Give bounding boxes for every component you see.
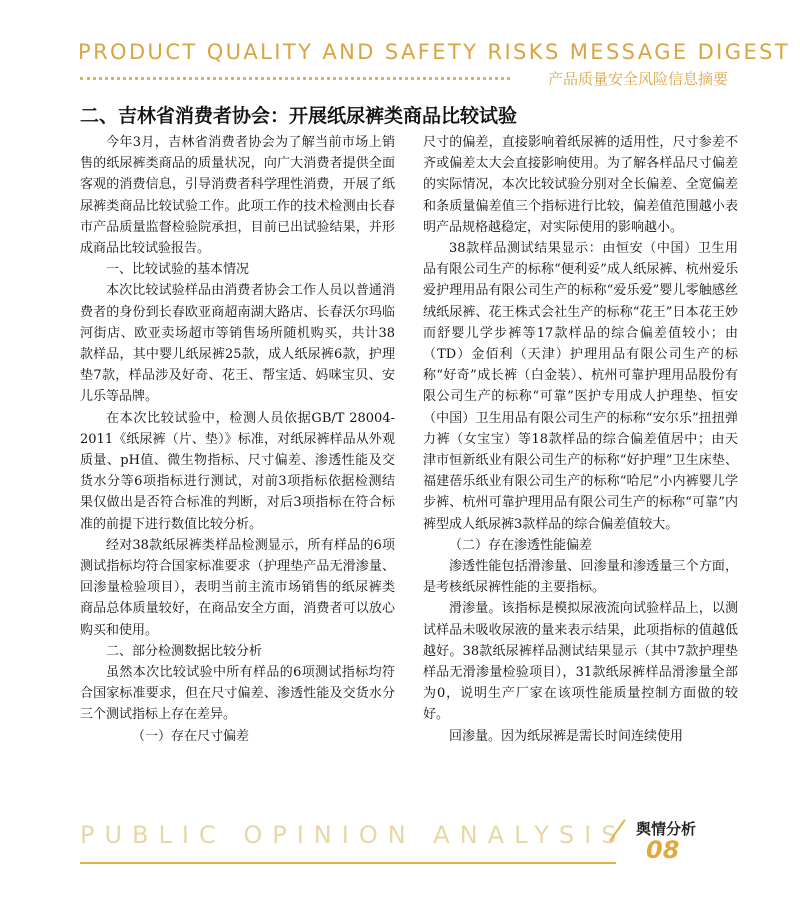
subheading: 二、部分检测数据比较分析 xyxy=(106,643,263,659)
header-title-zh: 产品质量安全风险信息摘要 xyxy=(547,70,728,88)
subheading: （一）存在尺寸偏差 xyxy=(132,728,250,744)
footer-section-label: 舆情分析 xyxy=(636,820,697,838)
subheading: （二）存在渗透性能偏差 xyxy=(449,537,593,553)
paragraph: 尺寸的偏差，直接影响着纸尿裤的适用性，尺寸参差不齐或偏差太大会直接影响使用。为了解各样品尺寸偏差的实际情况，本次比较试验分别对全长偏差、全宽偏差和条质量偏差值三个指标进行比较，偏差值范围越小表明产品规格越稳定，对实际使用的影响越小。 xyxy=(423,135,738,235)
subheading: 一、比较试验的基本情况 xyxy=(106,262,250,278)
paragraph: 回渗量。因为纸尿裤是需长时间连续使用 xyxy=(449,728,684,744)
paragraph: 在本次比较试验中，检测人员依据GB/T 28004-2011《纸尿裤（片、垫）》标准，对纸尿裤样品从外观质量、pH值、微生物指标、尺寸偏差、渗透性能及交货水分等6项指标进行测试，对前3项指标依据检测结果仅做出是否符合标准的判断，对后3项指标在符合标准的前提下进行数值比较分析。 xyxy=(80,410,395,532)
paragraph: 38款样品测试结果显示：由恒安（中国）卫生用品有限公司生产的标称“便利妥”成人纸尿裤、杭州爱乐爱护理用品有限公司生产的标称“爱乐爱”婴儿零触感丝绒纸尿裤、花王株式会社生产的标称“花王”日本花王妙而舒婴儿学步裤等17款样品的综合偏差值较小；由（TD）金佰利（天津）护理用品有限公司生产的标称“好奇”成长裤（白金装）、杭州可靠护理用品股份有限公司生产的标称“可靠”医护专用成人护理垫、恒安（中国）卫生用品有限公司生产的标称“安尔乐”扭扭弹力裤（女宝宝）等18款样品的综合偏差值居中；由天津市恒新纸业有限公司生产的标称“好护理”卫生床垫、福建蓓乐纸业有限公司生产的标称“哈尼”小内裤婴儿学步裤、杭州可靠护理用品有限公司生产的标称“可靠”内裤型成人纸尿裤3款样品的综合偏差值较大。 xyxy=(423,241,738,532)
right-column xyxy=(423,132,738,747)
left-column xyxy=(80,132,395,747)
footer-title-en: PUBLIC OPINION ANALYSIS xyxy=(80,821,627,849)
header-dotted-rule xyxy=(80,77,510,80)
paragraph: 渗透性能包括滑渗量、回渗量和渗透量三个方面，是考核纸尿裤性能的主要指标。 xyxy=(423,559,738,596)
header-title-en: PRODUCT QUALITY AND SAFETY RISKS MESSAGE DIGEST xyxy=(78,40,791,64)
page-number: 08 xyxy=(646,836,680,864)
footer-rule xyxy=(80,862,616,864)
paragraph: 滑渗量。该指标是模拟尿液流向试验样品上，以测试样品未吸收尿液的量来表示结果，此项指标的值越低越好。38款纸尿裤样品测试结果显示（其中7款护理垫样品无滑渗量检验项目），31款纸尿裤样品滑渗量全部为0，说明生产厂家在该项性能质量控制方面做的较好。 xyxy=(423,601,738,723)
paragraph: 虽然本次比较试验中所有样品的6项测试指标均符合国家标准要求，但在尺寸偏差、渗透性能及交货水分三个测试指标上存在差异。 xyxy=(80,665,395,723)
paragraph: 经对38款纸尿裤类样品检测显示，所有样品的6项测试指标均符合国家标准要求（护理垫产品无滑渗量、回渗量检验项目），表明当前主流市场销售的纸尿裤类商品总体质量较好，在商品安全方面，消费者可以放心购买和使用。 xyxy=(80,537,395,638)
paragraph: 本次比较试验样品由消费者协会工作人员以普通消费者的身份到长春欧亚商超南湖大路店、长春沃尔玛临河街店、欧亚卖场超市等销售场所随机购买，共计38款样品，其中婴儿纸尿裤25款，成人纸尿裤6款，护理垫7款，样品涉及好奇、花王、帮宝适、妈咪宝贝、安儿乐等品牌。 xyxy=(80,283,395,405)
paragraph: 今年3月，吉林省消费者协会为了解当前市场上销售的纸尿裤类商品的质量状况，向广大消费者提供全面客观的消费信息，引导消费者科学理性消费，开展了纸尿裤类商品比较试验工作。此项工作的技术检测由长春市产品质量监督检验院承担，目前已出试验结果，并形成商品比较试验报告。 xyxy=(80,135,395,257)
section-title: 二、吉林省消费者协会：开展纸尿裤类商品比较试验 xyxy=(80,105,518,127)
